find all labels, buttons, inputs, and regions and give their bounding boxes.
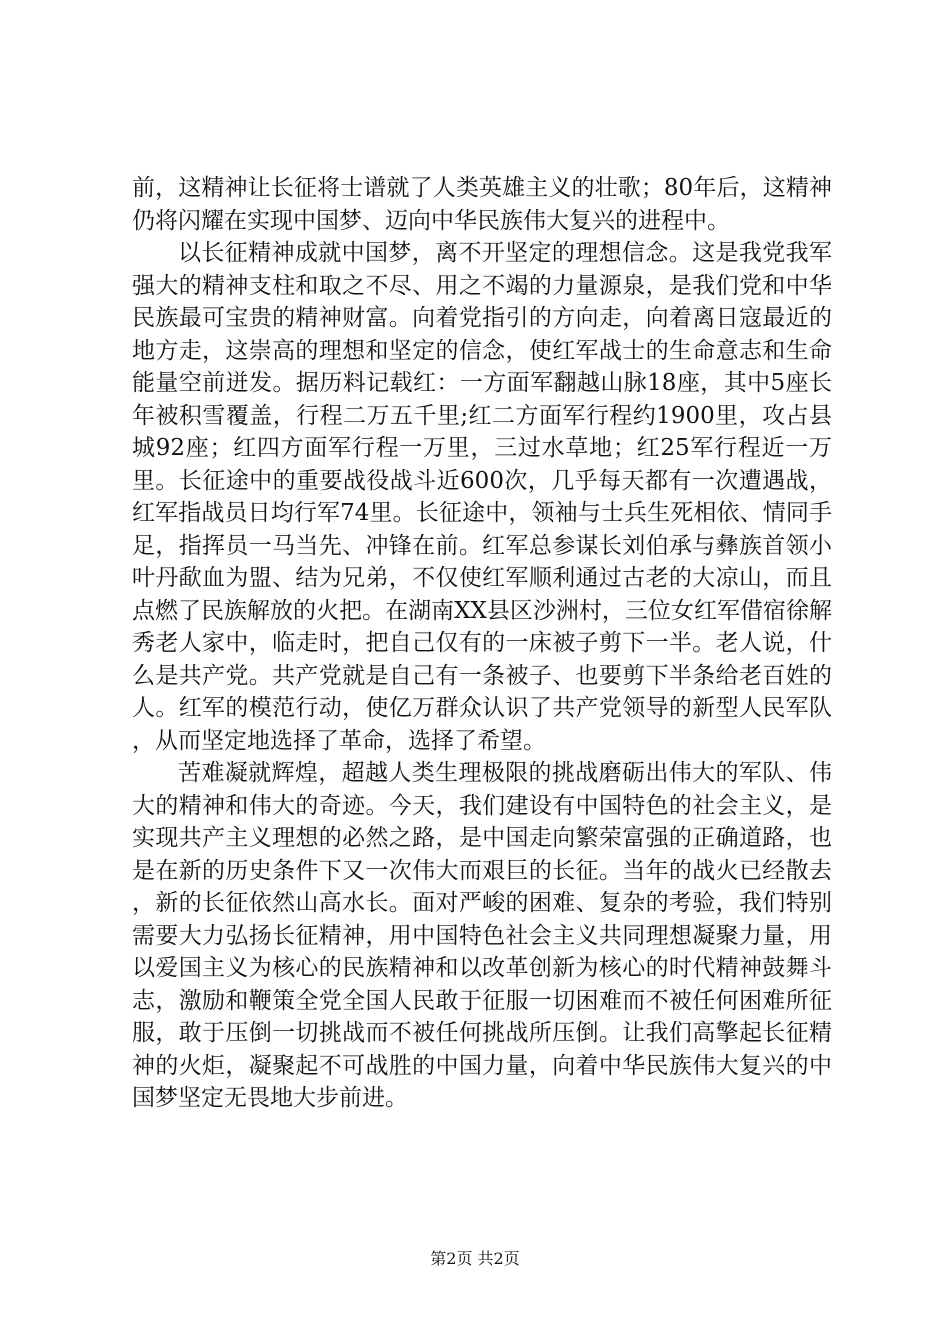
paragraph-ideals-and-beliefs: 以长征精神成就中国梦，离不开坚定的理想信念。这是我党我军强大的精神支柱和取之不尽、用之不竭的力量源泉，是我们党和中华民族最可宝贵的精神财富。向着党指引的方向走，向着离日寇最近的地方走，这崇高的理想和坚定的信念，使红军战士的生命意志和生命能量空前迸发。据历料记载红：一方面军翻越山脉18座，其中5座长年被积雪覆盖，行程二万五千里;红二方面军行程约1900里，攻占县城92座；红四方面军行程一万里，三过水草地；红25军行程近一万里。长征途中的重要战役战斗近600次，几乎每天都有一次遭遇战，红军指战员日均行军74里。长征途中，领袖与士兵生死相依、情同手足，指挥员一马当先、冲锋在前。红军总参谋长刘伯承与彝族首领小叶丹歃血为盟、结为兄弟，不仅使红军顺利通过古老的大凉山，而且点燃了民族解放的火把。在湖南XX县区沙洲村，三位女红军借宿徐解秀老人家中，临走时，把自己仅有的一床被子剪下一半。老人说，什么是共产党。共产党就是自己有一条被子、也要剪下半条给老百姓的人。红军的模范行动，使亿万群众认识了共产党领导的新型人民军队，从而坚定地选择了革命，选择了希望。 bbox=[132, 240, 832, 754]
paragraph-new-long-march: 苦难凝就辉煌，超越人类生理极限的挑战磨砺出伟大的军队、伟大的精神和伟大的奇迹。今天，我们建设有中国特色的社会主义，是实现共产主义理想的必然之路，是中国走向繁荣富强的正确道路，也是在新的历史条件下又一次伟大而艰巨的长征。当年的战火已经散去，新的长征依然山高水长。面对严峻的困难、复杂的考验，我们特别需要大力弘扬长征精神，用中国特色社会主义共同理想凝聚力量，用以爱国主义为核心的民族精神和以改革创新为核心的时代精神鼓舞斗志，激励和鞭策全党全国人民敢于征服一切困难而不被任何困难所征服，敢于压倒一切挑战而不被任何挑战所压倒。让我们高擎起长征精神的火炬，凝聚起不可战胜的中国力量，向着中华民族伟大复兴的中国梦坚定无畏地大步前进。 bbox=[132, 760, 832, 1111]
page-footer bbox=[0, 1249, 950, 1269]
paragraph-continuation: 前，这精神让长征将士谱就了人类英雄主义的壮歌；80年后，这精神仍将闪耀在实现中国梦、迈向中华民族伟大复兴的进程中。 bbox=[132, 175, 832, 234]
document-body bbox=[132, 172, 832, 1115]
page-number-label: 第2页 共2页 bbox=[430, 1249, 520, 1268]
